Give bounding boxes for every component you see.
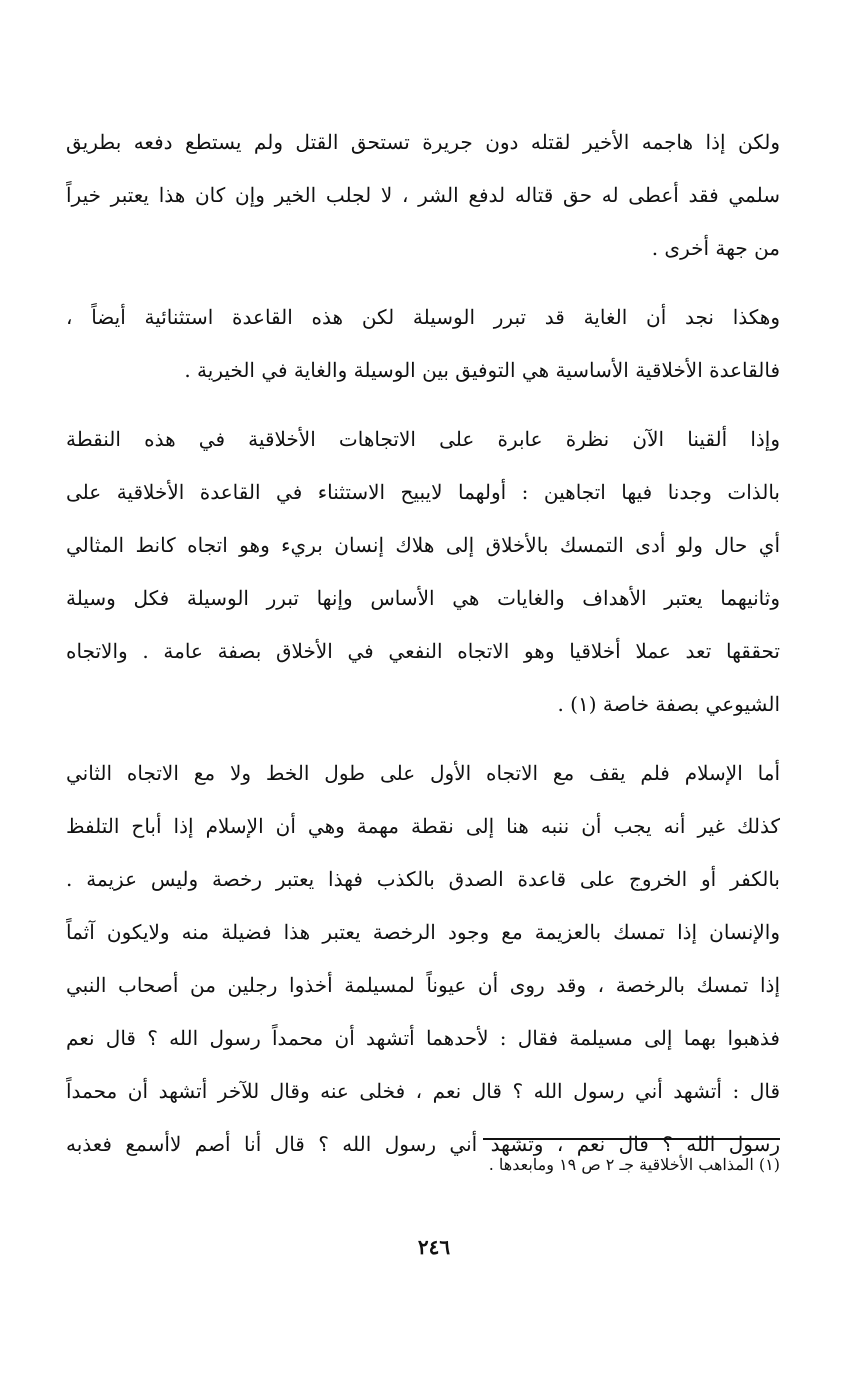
text-line: إذا تمسك بالرخصة ، وقد روى أن عيوناً لمسيلمة أخذوا رجلين من أصحاب النبي (66, 973, 780, 997)
text-line: فالقاعدة الأخلاقية الأساسية هي التوفيق بين الوسيلة والغاية في الخيرية . (184, 358, 780, 382)
text-line: تحققها تعد عملا أخلاقيا وهو الاتجاه النفعي في الأخلاق بصفة عامة . والاتجاه (66, 639, 780, 663)
body-text (66, 116, 780, 1171)
text-line: فذهبوا بهما إلى مسيلمة فقال : لأحدهما أتشهد أن محمداً رسول الله ؟ قال نعم (66, 1026, 780, 1050)
text-line: قال : أتشهد أني رسول الله ؟ قال نعم ، فخلى عنه وقال للآخر أتشهد أن محمداً (66, 1079, 780, 1103)
page-number: ٢٤٦ (417, 1235, 451, 1259)
text-line: ولكن إذا هاجمه الأخير لقتله دون جريرة تستحق القتل ولم يستطع دفعه بطريق (66, 130, 780, 154)
text-line: رسول الله ؟ قال نعم ، وتشهد أني رسول الله ؟ قال أنا أصم لاأسمع فعذبه (66, 1132, 780, 1156)
text-line: كذلك غير أنه يجب أن ننبه هنا إلى نقطة مهمة وهي أن الإسلام إذا أباح التلفظ (66, 814, 780, 838)
text-line: بالذات وجدنا فيها اتجاهين : أولهما لايبيح الاستثناء في القاعدة الأخلاقية على (66, 480, 780, 504)
text-line: الشيوعي بصفة خاصة (١) . (557, 692, 780, 716)
text-line: بالكفر أو الخروج على قاعدة الصدق بالكذب فهذا يعتبر رخصة وليس عزيمة . (66, 867, 780, 891)
text-line: وثانيهما يعتبر الأهداف والغايات هي الأساس وإنها تبرر الوسيلة فكل وسيلة (66, 586, 780, 610)
paragraph-4 (66, 747, 780, 1171)
footnote-divider (483, 1138, 780, 1140)
text-line: أي حال ولو أدى التمسك بالأخلاق إلى هلاك إنسان بريء وهو اتجاه كانط المثالي (66, 533, 780, 557)
text-line: سلمي فقد أعطى له حق قتاله لدفع الشر ، لا لجلب الخير وإن كان هذا يعتبر خيراً (66, 183, 780, 207)
text-line: من جهة أخرى . (651, 236, 780, 260)
paragraph-1 (66, 116, 780, 275)
paragraph-2 (66, 291, 780, 397)
text-line: وهكذا نجد أن الغاية قد تبرر الوسيلة لكن هذه القاعدة استثنائية أيضاً ، (66, 305, 780, 329)
text-line: وإذا ألقينا الآن نظرة عابرة على الاتجاهات الأخلاقية في هذه النقطة (66, 427, 780, 451)
paragraph-3 (66, 413, 780, 731)
footnote: (١) المذاهب الأخلاقية جـ ٢ ص ١٩ ومابعدها . (488, 1155, 780, 1174)
text-line: والإنسان إذا تمسك بالعزيمة مع وجود الرخصة يعتبر هذا فضيلة منه ولايكون آثماً (66, 920, 780, 944)
text-line: أما الإسلام فلم يقف مع الاتجاه الأول على طول الخط ولا مع الاتجاه الثاني (66, 761, 780, 785)
